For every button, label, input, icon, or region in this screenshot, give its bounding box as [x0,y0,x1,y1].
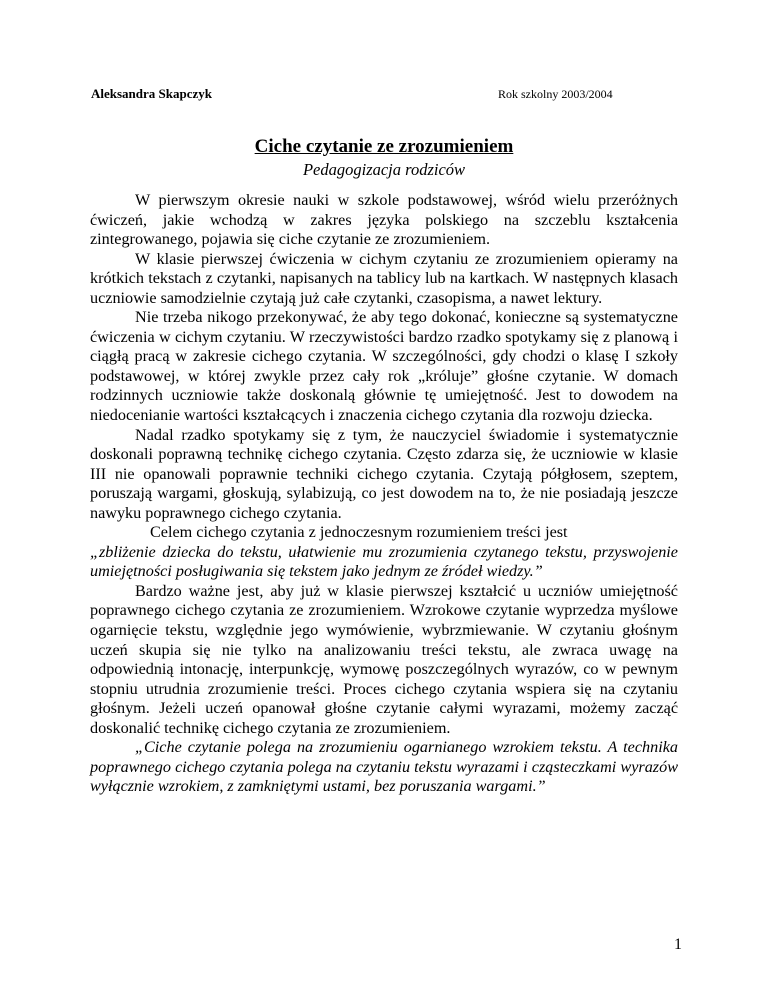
paragraph: W klasie pierwszej ćwiczenia w cichym czytaniu ze zrozumieniem opieramy na krótkich tekstach z czytanki, napisanych na tablicy lub na kartkach. W następnych klasach uczniowie samodzielnie czytają już całe czytanki, czasopisma, a nawet lektury. [90,249,678,307]
paragraph: Celem cichego czytania z jednoczesnym rozumieniem treści jest [150,523,568,542]
paragraph: Nadal rzadko spotykamy się z tym, że nauczyciel świadomie i systematycznie doskonali poprawną technikę cichego czytania. Często zdarza się, że uczniowie w klasie III nie opanowali poprawnie techniki cichego czytania. Czytają półgłosem, szeptem, poruszają wargami, głoskują, sylabizują, co jest dowodem na to, że nie posiadają jeszcze nawyku poprawnego cichego czytania. [90,425,678,522]
quote-paragraph: „Ciche czytanie polega na zrozumieniu ogarnianego wzrokiem tekstu. A technika poprawnego cichego czytania polega na czytaniu tekstu wyrazami i cząsteczkami wyrazów wyłącznie wzrokiem, z zamkniętymi ustami, bez poruszania wargami.” [90,738,678,796]
document-title: Ciche czytanie ze zrozumieniem [254,136,514,157]
paragraph: Nie trzeba nikogo przekonywać, że aby tego dokonać, konieczne są systematyczne ćwiczenia w cichym czytaniu. W rzeczywistości bardzo rzadko spotykamy się z planową i ciągłą pracą w zakresie cichego czytania. W szczególności, gdy chodzi o klasę I szkoły podstawowej, w której zwykle przez cały rok „króluje” głośne czytanie. W domach rodzinnych uczniowie także doskonalą głównie tę umiejętność. Jest to dowodem na niedocenianie wartości kształcących i znaczenia cichego czytania dla rozwoju dziecka. [90,308,678,425]
document-body [90,191,678,797]
paragraph: Bardzo ważne jest, aby już w klasie pierwszej kształcić u uczniów umiejętność poprawnego cichego czytania ze zrozumieniem. Wzrokowe czytanie wyprzedza myślowe ogarnięcie tekstu, względnie jego wymówienie, wybrzmiewanie. W czytaniu głośnym uczeń skupia się nie tylko na analizowaniu treści tekstu, ale zwraca uwagę na odpowiednią intonację, interpunkcję, wymowę poszczególnych wyrazów, co w pewnym stopniu utrudnia zrozumienie treści. Proces cichego czytania wspiera się na czytaniu głośnym. Jeżeli uczeń opanował głośne czytanie całymi wyrazami, możemy zacząć doskonalić technikę cichego czytania ze zrozumieniem. [90,581,678,737]
school-year: Rok szkolny 2003/2004 [498,87,613,101]
paragraph: W pierwszym okresie nauki w szkole podstawowej, wśród wielu przeróżnych ćwiczeń, jakie wchodzą w zakres języka polskiego na szczeblu kształcenia zintegrowanego, pojawia się ciche czytanie ze zrozumieniem. [90,191,678,249]
quote-paragraph: „zbliżenie dziecka do tekstu, ułatwienie mu zrozumienia czytanego tekstu, przyswojenie umiejętności posługiwania się tekstem jako jednym ze źródeł wiedzy.” [90,542,678,581]
page-number: 1 [674,936,682,953]
document-subtitle: Pedagogizacja rodziców [302,160,466,179]
author-name: Aleksandra Skapczyk [91,86,212,101]
